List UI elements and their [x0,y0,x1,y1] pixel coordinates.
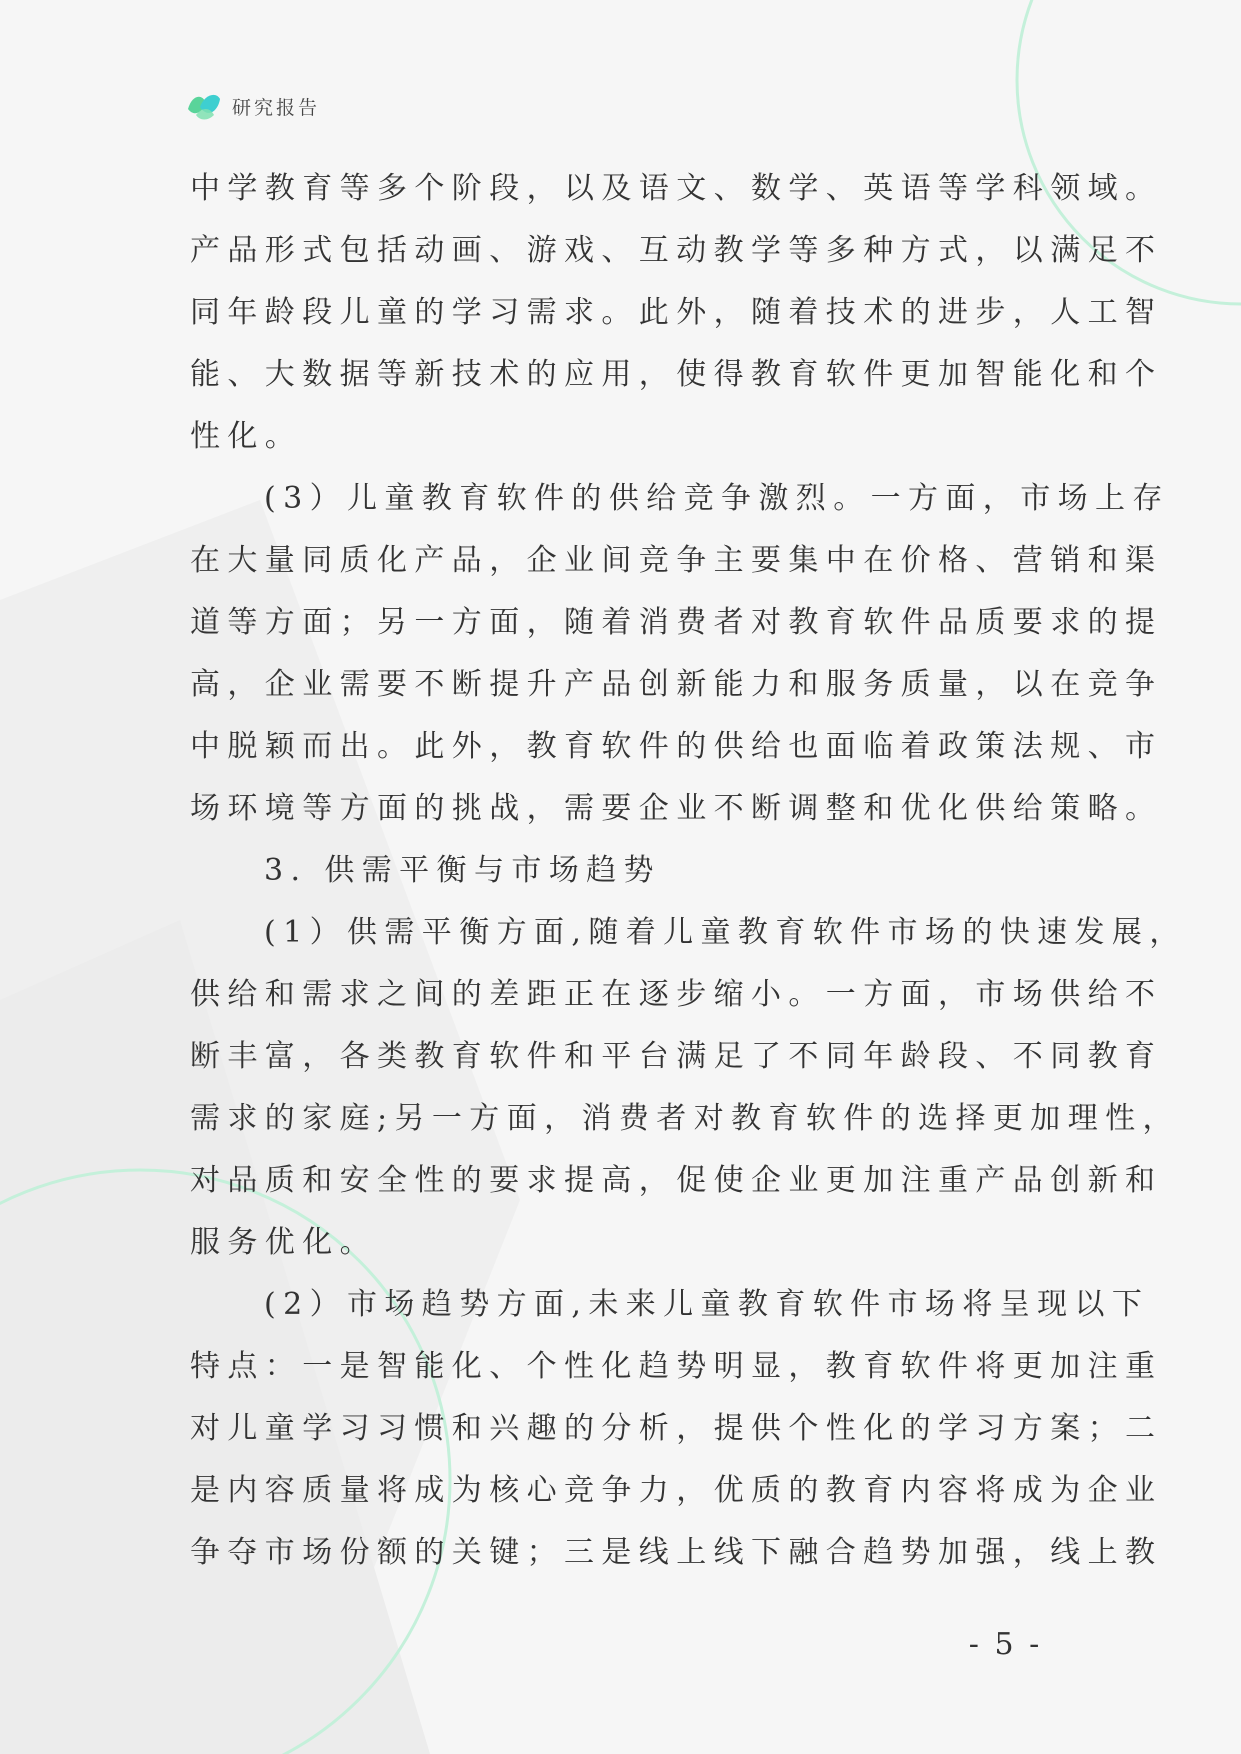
section-heading: 3. 供需平衡与市场趋势 [264,853,661,888]
body-line: 场环境等方面的挑战，需要企业不断调整和优化供给策略。 [190,791,1163,826]
body-line: 是内容质量将成为核心竞争力，优质的教育内容将成为企业 [190,1473,1163,1508]
leaf-logo-icon [186,89,222,123]
body-line: 断丰富，各类教育软件和平台满足了不同年龄段、不同教育 [190,1039,1163,1074]
body-line: 服务优化。 [190,1225,377,1260]
body-line: 性化。 [190,419,303,454]
body-line: 对儿童学习习惯和兴趣的分析，提供个性化的学习方案；二 [190,1411,1163,1446]
body-line: 在大量同质化产品，企业间竞争主要集中在价格、营销和渠 [190,543,1163,578]
body-line: 对品质和安全性的要求提高，促使企业更加注重产品创新和 [190,1163,1163,1198]
header-title: 研究报告 [232,96,321,119]
body-line: 特点：一是智能化、个性化趋势明显，教育软件将更加注重 [190,1349,1163,1384]
body-line: 中脱颖而出。此外，教育软件的供给也面临着政策法规、市 [190,729,1163,764]
body-line: 产品形式包括动画、游戏、互动教学等多种方式，以满足不 [190,233,1163,268]
paragraph-start-line: (3）儿童教育软件的供给竞争激烈。一方面，市场上存 [264,481,1170,516]
body-line: 供给和需求之间的差距正在逐步缩小。一方面，市场供给不 [190,977,1163,1012]
report-header [186,88,320,124]
body-line: 高，企业需要不断提升产品创新能力和服务质量，以在竞争 [190,667,1163,702]
paragraph-start-line: (2）市场趋势方面,未来儿童教育软件市场将呈现以下 [264,1287,1150,1322]
body-line: 同年龄段儿童的学习需求。此外，随着技术的进步，人工智 [190,295,1163,330]
document-body [190,158,1187,1584]
body-line: 能、大数据等新技术的应用，使得教育软件更加智能化和个 [190,357,1163,392]
body-line: 中学教育等多个阶段，以及语文、数学、英语等学科领域。 [190,171,1163,206]
body-line: 争夺市场份额的关键；三是线上线下融合趋势加强，线上教 [190,1535,1163,1570]
page-number-footer [0,1627,1241,1662]
paragraph-start-line: (1）供需平衡方面,随着儿童教育软件市场的快速发展， [264,915,1187,950]
body-line: 道等方面；另一方面，随着消费者对教育软件品质要求的提 [190,605,1163,640]
body-line: 需求的家庭;另一方面，消费者对教育软件的选择更加理性， [190,1101,1180,1136]
page-number: - 5 - [968,1627,1043,1662]
